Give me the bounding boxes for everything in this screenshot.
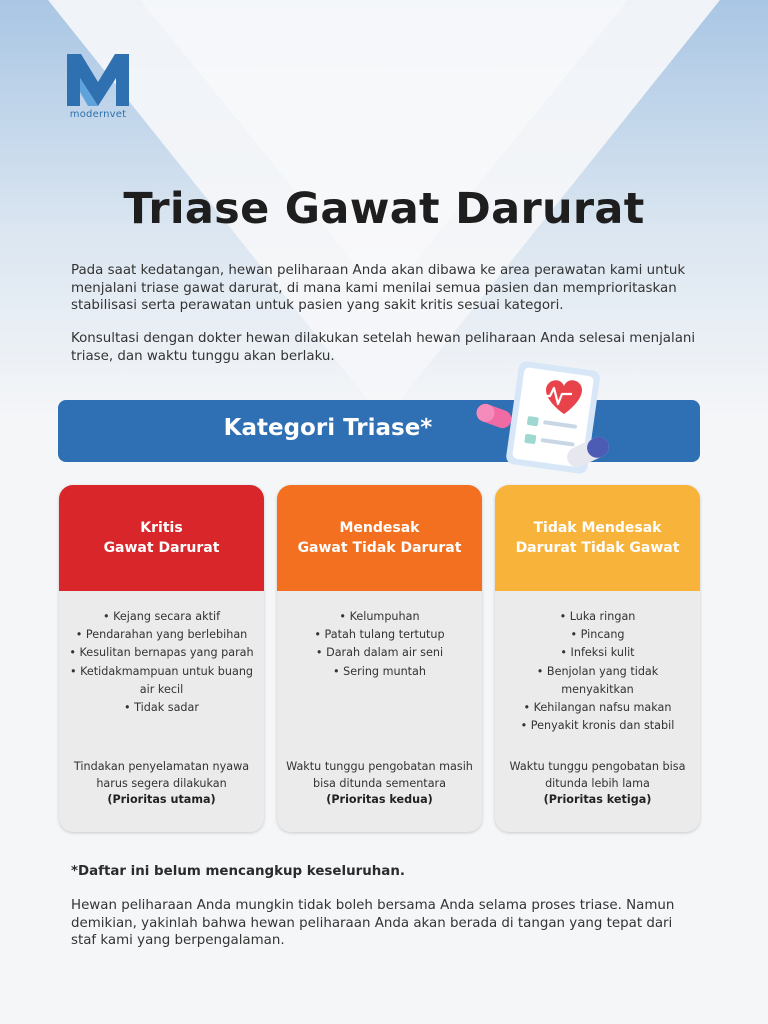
- card-footer-text: Waktu tunggu pengobatan masih bisa ditunda sementara: [286, 760, 473, 790]
- category-card-non-urgent: [495, 485, 700, 832]
- list-item: • Tidak sadar: [124, 701, 199, 715]
- closing-paragraph: Hewan peliharaan Anda mungkin tidak boleh bersama Anda selama proses triase. Namun demikian, yakinlah bahwa hewan peliharaan Anda akan berada di tangan yang tepat dari staf kami yang berpengalaman.: [71, 898, 675, 948]
- list-item: • Kehilangan nafsu makan: [523, 701, 672, 715]
- card-footer: [283, 759, 476, 809]
- category-card-critical: [59, 485, 264, 832]
- card-heading-line1: Tidak Mendesak: [533, 520, 662, 536]
- card-footer: [65, 759, 258, 809]
- list-item: • Kelumpuhan: [339, 610, 420, 623]
- card-heading-line2: Darurat Tidak Gawat: [515, 540, 680, 556]
- priority-label: (Prioritas kedua): [326, 793, 433, 806]
- priority-label: (Prioritas ketiga): [543, 793, 652, 806]
- card-header: [59, 485, 264, 591]
- card-heading-line1: Mendesak: [339, 520, 420, 536]
- symptom-list: [283, 608, 476, 681]
- modernvet-logo: [62, 52, 134, 120]
- list-item: • Kejang secara aktif: [102, 610, 221, 623]
- logo-text: modernvet: [69, 109, 127, 120]
- list-item: • Benjolan yang tidak menyakitkan: [536, 664, 659, 696]
- symptom-list: [501, 608, 694, 735]
- list-item: • Sering muntah: [332, 664, 426, 678]
- card-heading-line1: Kritis: [140, 520, 183, 536]
- card-heading-line2: Gawat Darurat: [103, 540, 220, 556]
- card-header: [495, 485, 700, 591]
- card-heading-line2: Gawat Tidak Darurat: [297, 540, 462, 556]
- category-card-urgent: [277, 485, 482, 832]
- page-title: Triase Gawat Darurat: [123, 184, 645, 234]
- list-item: • Patah tulang tertutup: [314, 628, 445, 642]
- list-item: • Ketidakmampuan untuk buang air kecil: [69, 664, 254, 696]
- list-item: • Kesulitan bernapas yang parah: [69, 646, 254, 660]
- list-item: • Pincang: [570, 628, 625, 642]
- card-footer-text: Tindakan penyelamatan nyawa harus segera dilakukan: [73, 760, 250, 790]
- list-item: • Pendarahan yang berlebihan: [75, 628, 248, 642]
- list-item: • Penyakit kronis dan stabil: [520, 719, 675, 733]
- card-footer-text: Waktu tunggu pengobatan bisa ditunda lebih lama: [509, 760, 686, 790]
- card-footer: [501, 759, 694, 809]
- list-item: • Infeksi kulit: [560, 646, 635, 660]
- symptom-list: [65, 608, 258, 717]
- banner-title: Kategori Triase*: [223, 415, 433, 441]
- priority-label: (Prioritas utama): [107, 793, 216, 806]
- medical-clipboard-heart-icon: [472, 360, 622, 475]
- intro-paragraph-1: Pada saat kedatangan, hewan peliharaan Anda akan dibawa ke area perawatan kami untuk menjalani triase gawat darurat, di mana kami menilai semua pasien dan memprioritaskan stabilisasi serta perawatan untuk pasien yang sakit kritis sesuai kategori.: [71, 263, 686, 313]
- list-item: • Luka ringan: [559, 610, 636, 623]
- disclaimer-note: *Daftar ini belum mencangkup keseluruhan.: [71, 864, 405, 879]
- intro-paragraph-2: Konsultasi dengan dokter hewan dilakukan setelah hewan peliharaan Anda selesai menjalani triase, dan waktu tunggu akan berlaku.: [71, 331, 696, 364]
- list-item: • Darah dalam air seni: [315, 646, 444, 660]
- modernvet-mark-icon: [65, 52, 131, 108]
- card-header: [277, 485, 482, 591]
